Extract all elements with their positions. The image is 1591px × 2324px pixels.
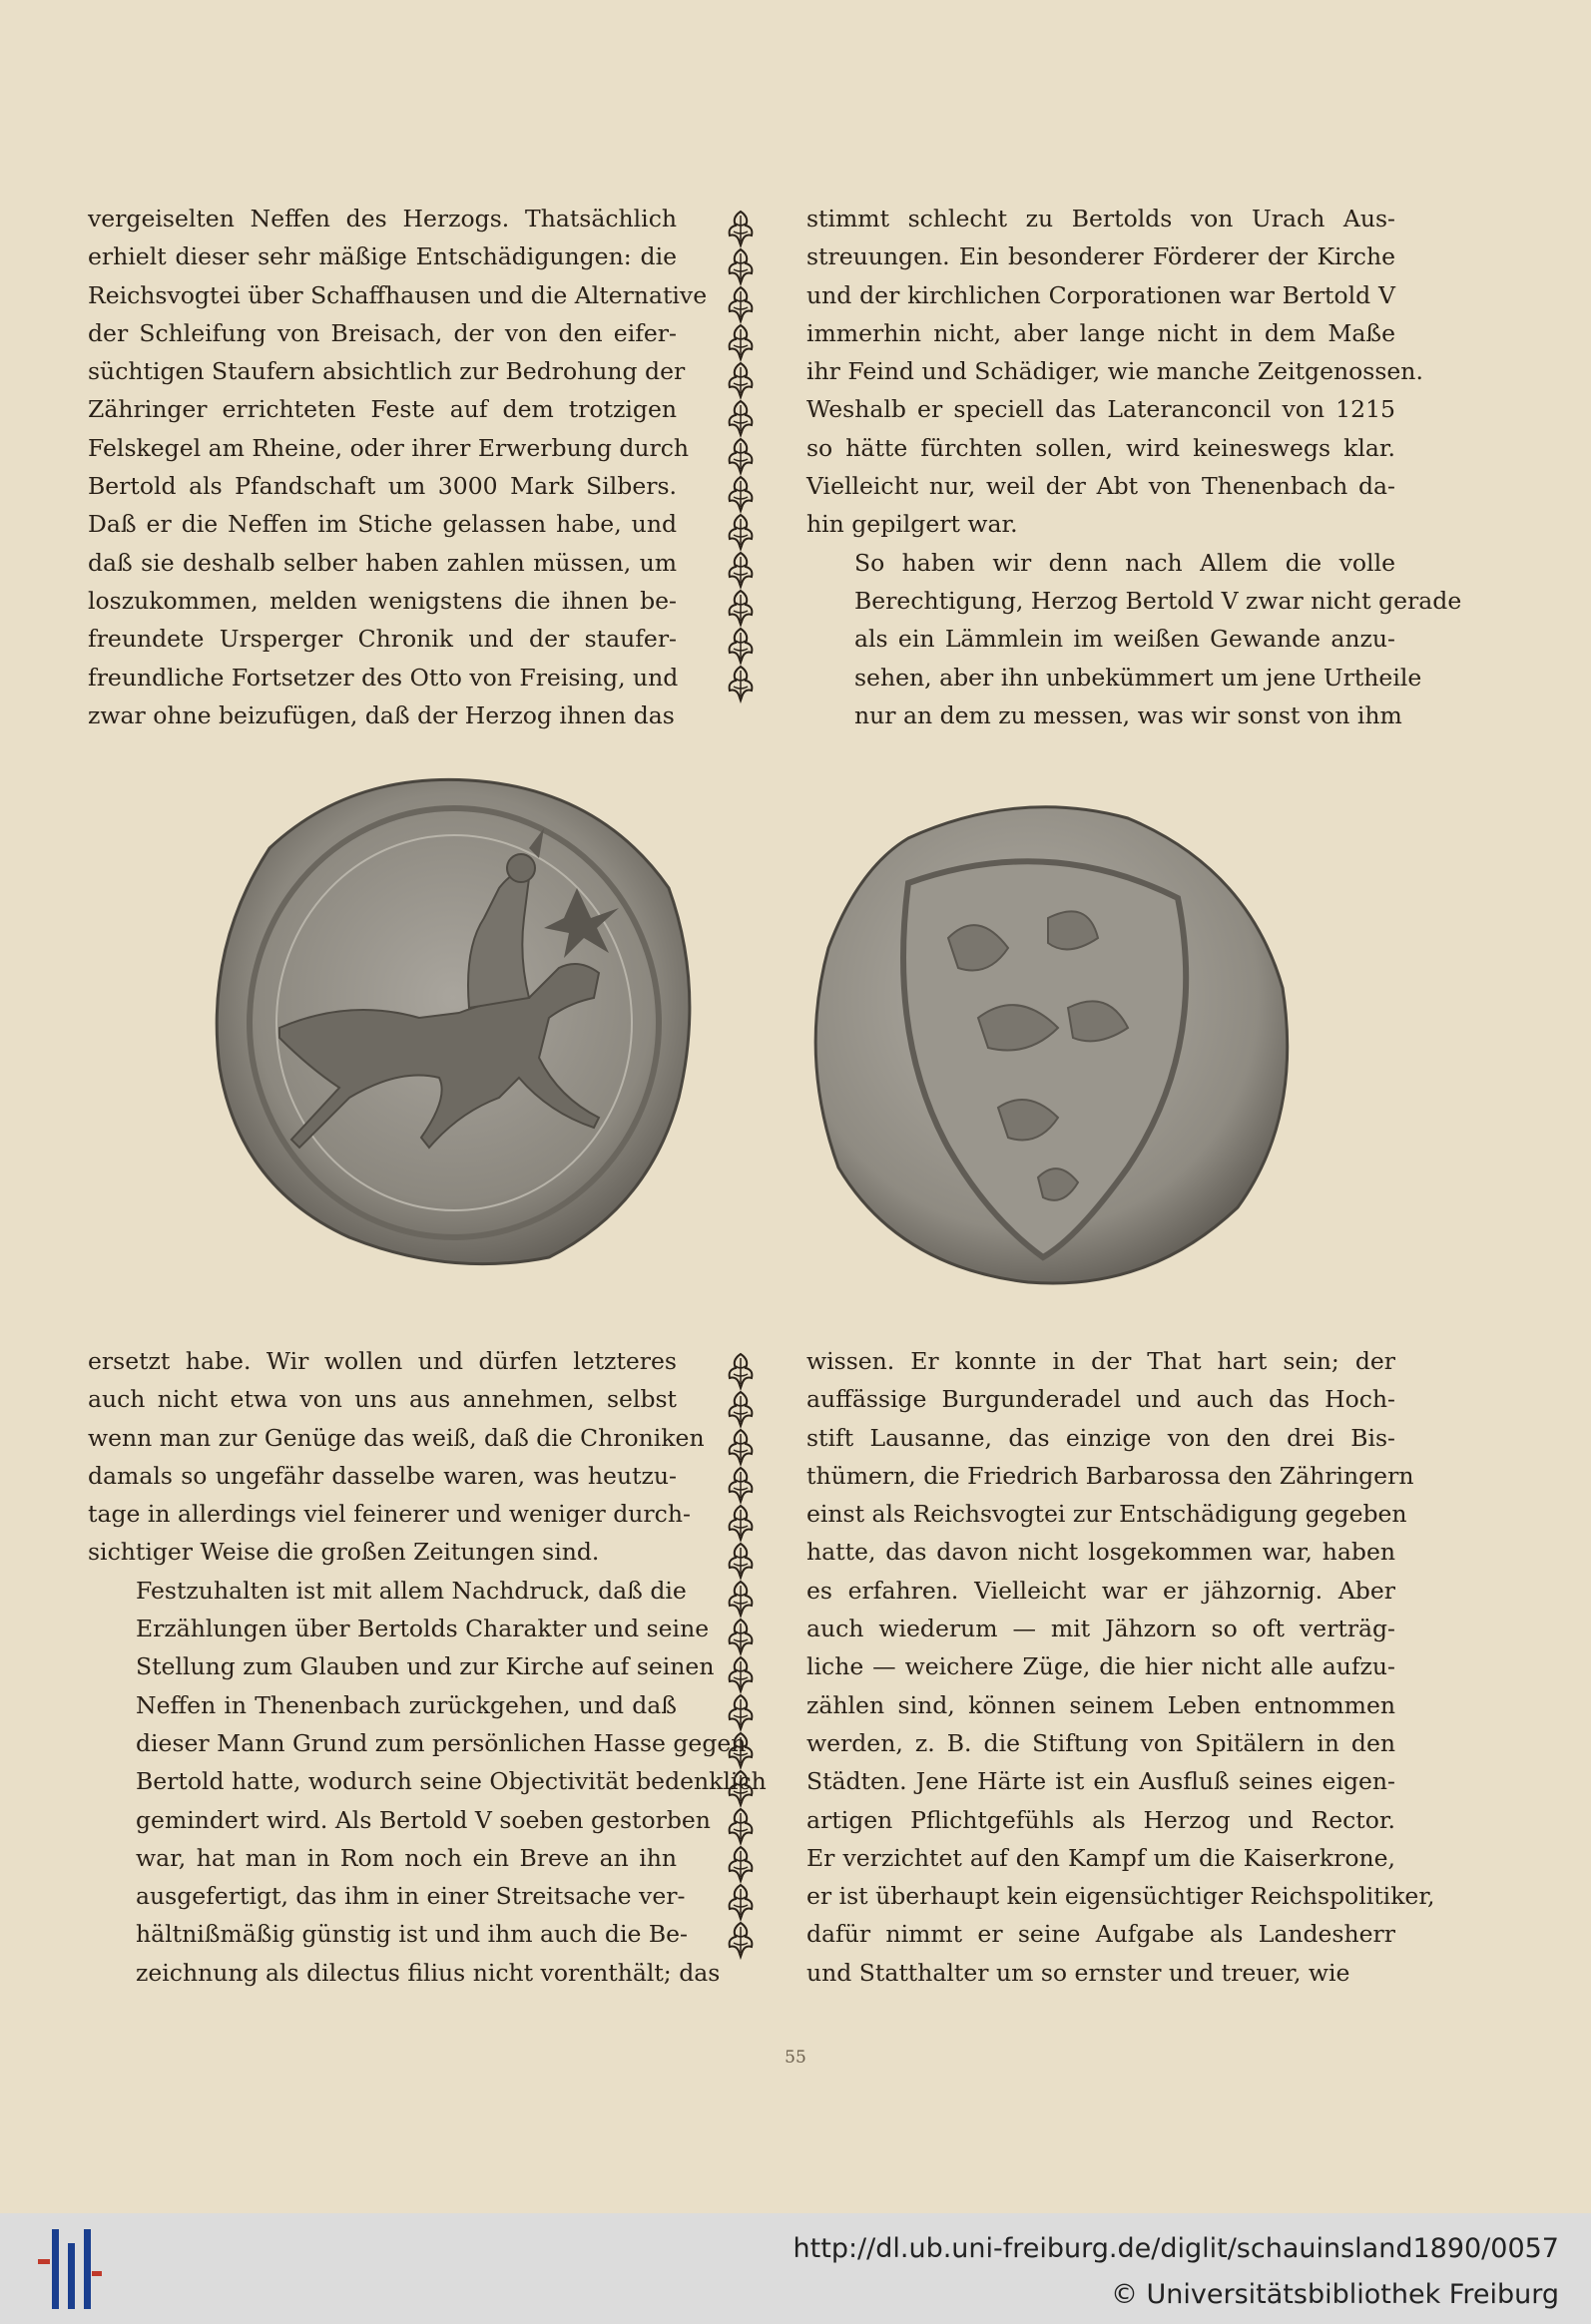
text-line: einst als Reichsvogtei zur Entschädigung gegeben [806,1500,1407,1529]
text-line: Berechtigung, Herzog Bertold V zwar nicht gerade [854,586,1462,615]
text-line: damals so ungefähr dasselbe waren, was heutzu- [88,1461,677,1490]
text-line: Weshalb er speciell das Lateranconcil von 1215 [806,395,1395,424]
text-line: stimmt schlecht zu Bertolds von Urach Aus- [806,205,1395,232]
text-line: gemindert wird. Als Bertold V soeben gestorben [136,1805,711,1834]
vertical-ornament-bottom [721,1352,761,1981]
leaf-ornament-icon [724,1390,758,1428]
text-line: der Schleifung von Breisach, der von den eifer- [88,318,677,347]
text-line: er ist überhaupt kein eigensüchtiger Reichspolitiker, [806,1882,1435,1911]
leaf-ornament-icon [724,1769,758,1807]
leaf-ornament-icon [724,361,758,399]
leaf-ornament-icon [724,1580,758,1618]
text-line: wenn man zur Genüge das weiß, daß die Chroniken [88,1423,705,1452]
text-line: Bertold hatte, wodurch seine Objectivität bedenklich [136,1767,767,1796]
leaf-ornament-icon [724,475,758,513]
text-line: werden, z. B. die Stiftung von Spitälern in den [806,1728,1395,1757]
paragraph [806,200,1423,544]
footer-bar [0,2213,1591,2324]
text-line: freundliche Fortsetzer des Otto von Freising, und [88,663,679,692]
document-url-link[interactable]: http://dl.ub.uni-freiburg.de/diglit/schauinsland1890/0057 [793,2233,1559,2264]
text-line: artigen Pflichtgefühls als Herzog und Rector. [806,1805,1395,1834]
leaf-ornament-icon [724,1466,758,1504]
leaf-ornament-icon [724,1618,758,1655]
text-line: auffässige Burgunderadel und auch das Hoch- [806,1385,1395,1414]
text-line: Stellung zum Glauben und zur Kirche auf seinen [136,1652,715,1681]
leaf-ornament-icon [724,1352,758,1390]
text-line: dieser Mann Grund zum persönlichen Hasse gegen [136,1728,747,1757]
text-line: ihr Feind und Schädiger, wie manche Zeitgenossen. [806,357,1423,386]
leaf-ornament-icon [724,247,758,285]
text-line: sehen, aber ihn unbekümmert um jene Urtheile [854,663,1422,692]
paragraph [806,544,1462,734]
text-line: streuungen. Ein besonderer Förderer der Kirche [806,242,1395,271]
text-line: zeichnung als dilectus filius nicht vorenthält; das [136,1958,721,1987]
text-line: tage in allerdings viel feinerer und weniger durch- [88,1500,691,1529]
library-logo-icon [38,2229,102,2309]
text-line: Felskegel am Rheine, oder ihrer Erwerbung durch [88,433,690,462]
text-line: hältnißmäßig günstig ist und ihm auch die Be- [136,1920,688,1949]
leaf-ornament-icon [724,1655,758,1693]
text-line: ausgefertigt, das ihm in einer Streitsache ver- [136,1882,686,1911]
leaf-ornament-icon [724,513,758,551]
leaf-ornament-icon [724,285,758,323]
text-line: Er verzichtet auf den Kampf um die Kaiserkrone, [806,1843,1395,1872]
leaf-ornament-icon [724,551,758,589]
leaf-ornament-icon [724,627,758,665]
leaf-ornament-icon [724,589,758,627]
text-line: Vielleicht nur, weil der Abt von Thenenbach da- [806,472,1395,501]
text-line: war, hat man in Rom noch ein Breve an ihn [136,1843,677,1872]
text-line: thümern, die Friedrich Barbarossa den Zähringern [806,1461,1414,1490]
leaf-ornament-icon [724,399,758,437]
leaf-ornament-icon [724,323,758,361]
text-line: Zähringer errichteten Feste auf dem trotzigen [88,395,677,424]
text-column-bottom-right [806,1342,1435,1992]
text-line: zwar ohne beizufügen, daß der Herzog ihnen das [88,700,675,729]
leaf-ornament-icon [724,1883,758,1921]
leaf-ornament-icon [724,1428,758,1466]
text-column-bottom-left [88,1342,767,1992]
text-line: erhielt dieser sehr mäßige Entschädigungen: die [88,242,677,271]
text-line: und der kirchlichen Corporationen war Bertold V [806,280,1395,309]
text-line: es erfahren. Vielleicht war er jähzornig. Aber [806,1576,1395,1605]
text-column-top-left [88,200,708,734]
equestrian-seal-image [200,768,705,1277]
text-line: und Statthalter um so ernster und treuer, wie [806,1958,1350,1987]
text-line: Bertold als Pfandschaft um 3000 Mark Silbers. [88,472,677,501]
text-line: hin gepilgert war. [806,510,1018,539]
text-line: Erzählungen über Bertolds Charakter und seine [136,1615,710,1643]
leaf-ornament-icon [724,1807,758,1845]
leaf-ornament-icon [724,1693,758,1731]
text-line: Reichsvogtei über Schaffhausen und die Alternative [88,280,708,309]
paragraph [88,1342,705,1572]
text-line: liche — weichere Züge, die hier nicht alle aufzu- [806,1652,1395,1681]
leaf-ornament-icon [724,1504,758,1542]
text-line: dafür nimmt er seine Aufgabe als Landesherr [806,1920,1395,1949]
shield-seal-image [798,788,1303,1292]
text-line: hatte, das davon nicht losgekommen war, haben [806,1538,1395,1567]
paragraph [806,1342,1435,1992]
text-line: sichtiger Weise die großen Zeitungen sind. [88,1538,600,1567]
text-line: auch nicht etwa von uns aus annehmen, selbst [88,1385,677,1414]
text-line: vergeiselten Neffen des Herzogs. Thatsächlich [88,205,677,232]
leaf-ornament-icon [724,1542,758,1580]
page-number: 55 [785,2048,806,2068]
leaf-ornament-icon [724,665,758,702]
text-line: immerhin nicht, aber lange nicht in dem Maße [806,318,1395,347]
text-line: zählen sind, können seinem Leben entnommen [806,1690,1395,1719]
text-line: Städten. Jene Härte ist ein Ausfluß seines eigen- [806,1767,1395,1796]
text-line: wissen. Er konnte in der That hart sein; der [806,1347,1395,1375]
text-line: daß sie deshalb selber haben zahlen müssen, um [88,548,677,577]
text-line: Neffen in Thenenbach zurückgehen, und daß [136,1690,677,1719]
text-column-top-right [806,200,1462,734]
vertical-ornament-top [721,210,761,728]
text-line: so hätte fürchten sollen, wird keineswegs klar. [806,433,1395,462]
text-line: loszukommen, melden wenigstens die ihnen be- [88,586,677,615]
leaf-ornament-icon [724,210,758,247]
text-line: stift Lausanne, das einzige von den drei Bis- [806,1423,1395,1452]
leaf-ornament-icon [724,1731,758,1769]
leaf-ornament-icon [724,1845,758,1883]
paragraph [88,1572,767,1992]
text-line: Daß er die Neffen im Stiche gelassen habe, und [88,510,677,539]
text-line: nur an dem zu messen, was wir sonst von ihm [854,700,1402,729]
text-line: süchtigen Staufern absichtlich zur Bedrohung der [88,357,686,386]
text-line: als ein Lämmlein im weißen Gewande anzu- [854,625,1395,654]
text-line: ersetzt habe. Wir wollen und dürfen letzteres [88,1347,677,1375]
leaf-ornament-icon [724,1921,758,1959]
text-line: auch wiederum — mit Jähzorn so oft verträg- [806,1615,1395,1643]
leaf-ornament-icon [724,437,758,475]
paragraph [88,200,708,734]
text-line: Festzuhalten ist mit allem Nachdruck, daß die [136,1576,687,1605]
copyright-text: © Universitätsbibliothek Freiburg [1110,2279,1559,2310]
text-line: freundete Ursperger Chronik und der staufer- [88,625,677,654]
text-line: So haben wir denn nach Allem die volle [854,548,1395,577]
